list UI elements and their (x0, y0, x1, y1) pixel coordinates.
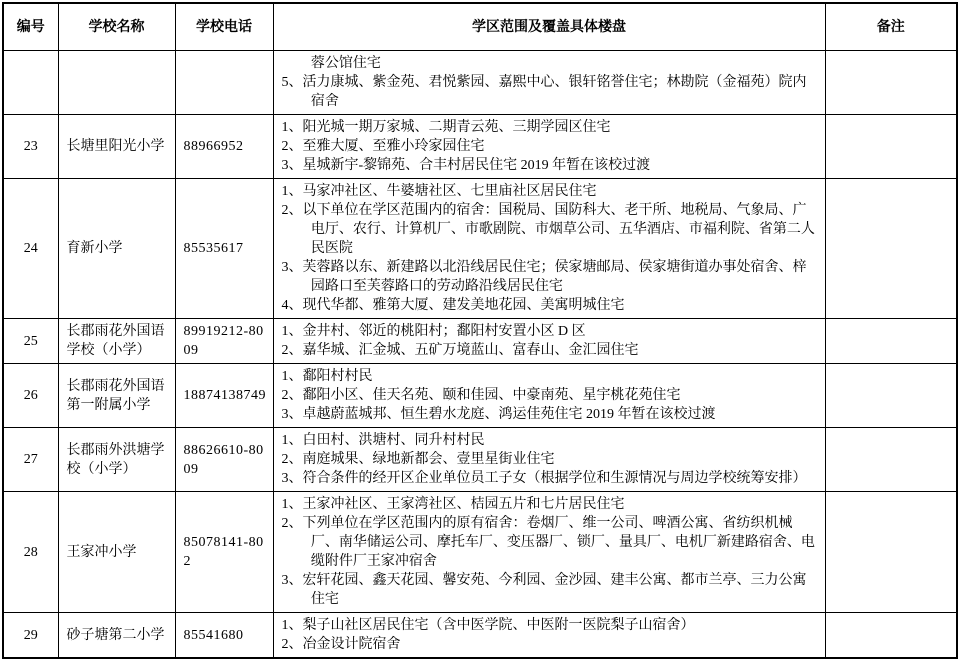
district-item: 1、王家冲社区、王家湾社区、桔园五片和七片居民住宅 (281, 497, 625, 512)
school-phone: 85541680 (175, 613, 273, 659)
column-header-phone: 学校电话 (175, 3, 273, 51)
district-item: 5、活力康城、紫金苑、君悦紫园、嘉熙中心、银轩铭誉住宅；林勘院（金福苑）院内宿舍 (281, 75, 807, 109)
table-row (3, 428, 957, 492)
school-phone: 88966952 (175, 115, 273, 179)
table-row (3, 364, 957, 428)
school-phone: 85078141-802 (175, 492, 273, 613)
row-number: 25 (3, 319, 58, 364)
column-header-range: 学区范围及覆盖具体楼盘 (273, 3, 825, 51)
remark-cell (825, 613, 957, 659)
school-name: 长郡雨花外国语学校（小学） (58, 319, 175, 364)
district-item: 2、至雅大厦、至雅小玲家园住宅 (281, 139, 485, 154)
school-name: 砂子塘第二小学 (58, 613, 175, 659)
table-row (3, 51, 957, 115)
row-number: 27 (3, 428, 58, 492)
district-item: 3、符合条件的经开区企业单位员工子女（根据学位和生源情况与周边学校统筹安排） (281, 471, 807, 486)
column-header-name: 学校名称 (58, 3, 175, 51)
district-item: 1、阳光城一期万家城、二期青云苑、三期学园区住宅 (281, 120, 611, 135)
school-phone: 85535617 (175, 179, 273, 319)
remark-cell (825, 428, 957, 492)
district-item: 1、梨子山社区居民住宅（含中医学院、中医附一医院梨子山宿舍） (281, 618, 695, 633)
school-name: 长塘里阳光小学 (58, 115, 175, 179)
table-row (3, 179, 957, 319)
table-body (3, 51, 957, 659)
district-item: 1、马家冲社区、牛婆塘社区、七里庙社区居民住宅 (281, 184, 597, 199)
school-phone: 89919212-8009 (175, 319, 273, 364)
district-item: 3、星城新宇-黎锦苑、合丰村居民住宅 2019 年暂在该校过渡 (281, 158, 651, 173)
district-item: 3、宏轩花园、鑫天花园、馨安苑、今利园、金沙园、建丰公寓、都市兰亭、三力公寓住宅 (281, 573, 807, 607)
school-district-table (2, 2, 958, 659)
row-number: 24 (3, 179, 58, 319)
table-row (3, 319, 957, 364)
district-item: 3、芙蓉路以东、新建路以北沿线居民住宅；侯家塘邮局、侯家塘街道办事处宿舍、梓园路口至芙蓉路口的劳动路沿线居民住宅 (281, 260, 807, 294)
district-item: 2、以下单位在学区范围内的宿舍：国税局、国防科大、老干所、地税局、气象局、广电厅、农行、计算机厂、市歌剧院、市烟草公司、五华酒店、市福利院、省第二人民医院 (281, 203, 815, 256)
header-row (3, 3, 957, 51)
row-number: 28 (3, 492, 58, 613)
district-item: 1、白田村、洪塘村、同升村村民 (281, 433, 485, 448)
district-item: 2、嘉华城、汇金城、五矿万境蓝山、富春山、金汇园住宅 (281, 343, 639, 358)
district-item: 蓉公馆住宅 (310, 56, 381, 71)
document-page (2, 2, 956, 659)
school-phone: 18874138749 (175, 364, 273, 428)
remark-cell (825, 179, 957, 319)
remark-cell (825, 319, 957, 364)
school-phone: 88626610-8009 (175, 428, 273, 492)
district-item: 4、现代华都、雅第大厦、建发美地花园、美寓明城住宅 (281, 298, 625, 313)
district-range-cell (273, 319, 825, 364)
district-item: 2、鄱阳小区、佳天名苑、颐和佳园、中豪南苑、星宇桃花苑住宅 (281, 388, 681, 403)
district-range-cell (273, 492, 825, 613)
district-range-cell (273, 179, 825, 319)
column-header-note: 备注 (825, 3, 957, 51)
remark-cell (825, 492, 957, 613)
remark-cell (825, 51, 957, 115)
district-item: 2、冶金设计院宿舍 (281, 637, 401, 652)
district-item: 1、金井村、邻近的桃阳村；鄱阳村安置小区 D 区 (281, 324, 586, 339)
school-name (58, 51, 175, 115)
school-name: 长郡雨花外国语第一附属小学 (58, 364, 175, 428)
column-header-id: 编号 (3, 3, 58, 51)
table-row (3, 492, 957, 613)
district-item: 1、鄱阳村村民 (281, 369, 373, 384)
row-number: 26 (3, 364, 58, 428)
district-range-cell (273, 364, 825, 428)
school-name: 育新小学 (58, 179, 175, 319)
remark-cell (825, 364, 957, 428)
table-row (3, 115, 957, 179)
table-row (3, 613, 957, 659)
row-number: 29 (3, 613, 58, 659)
school-name: 长郡雨外洪塘学校（小学） (58, 428, 175, 492)
district-item: 3、卓越蔚蓝城邦、恒生碧水龙庭、鸿运佳苑住宅 2019 年暂在该校过渡 (281, 407, 716, 422)
district-item: 2、南庭城果、绿地新都会、壹里星街业住宅 (281, 452, 555, 467)
district-range-cell (273, 613, 825, 659)
district-range-cell (273, 115, 825, 179)
row-number (3, 51, 58, 115)
remark-cell (825, 115, 957, 179)
district-range-cell (273, 428, 825, 492)
district-range-cell (273, 51, 825, 115)
school-phone (175, 51, 273, 115)
row-number: 23 (3, 115, 58, 179)
district-item: 2、下列单位在学区范围内的原有宿舍：卷烟厂、维一公司、啤酒公寓、省纺织机械厂、南华储运公司、摩托车厂、变压器厂、锁厂、量具厂、电机厂新建路宿舍、电缆附件厂王家冲宿舍 (281, 516, 815, 569)
school-name: 王家冲小学 (58, 492, 175, 613)
